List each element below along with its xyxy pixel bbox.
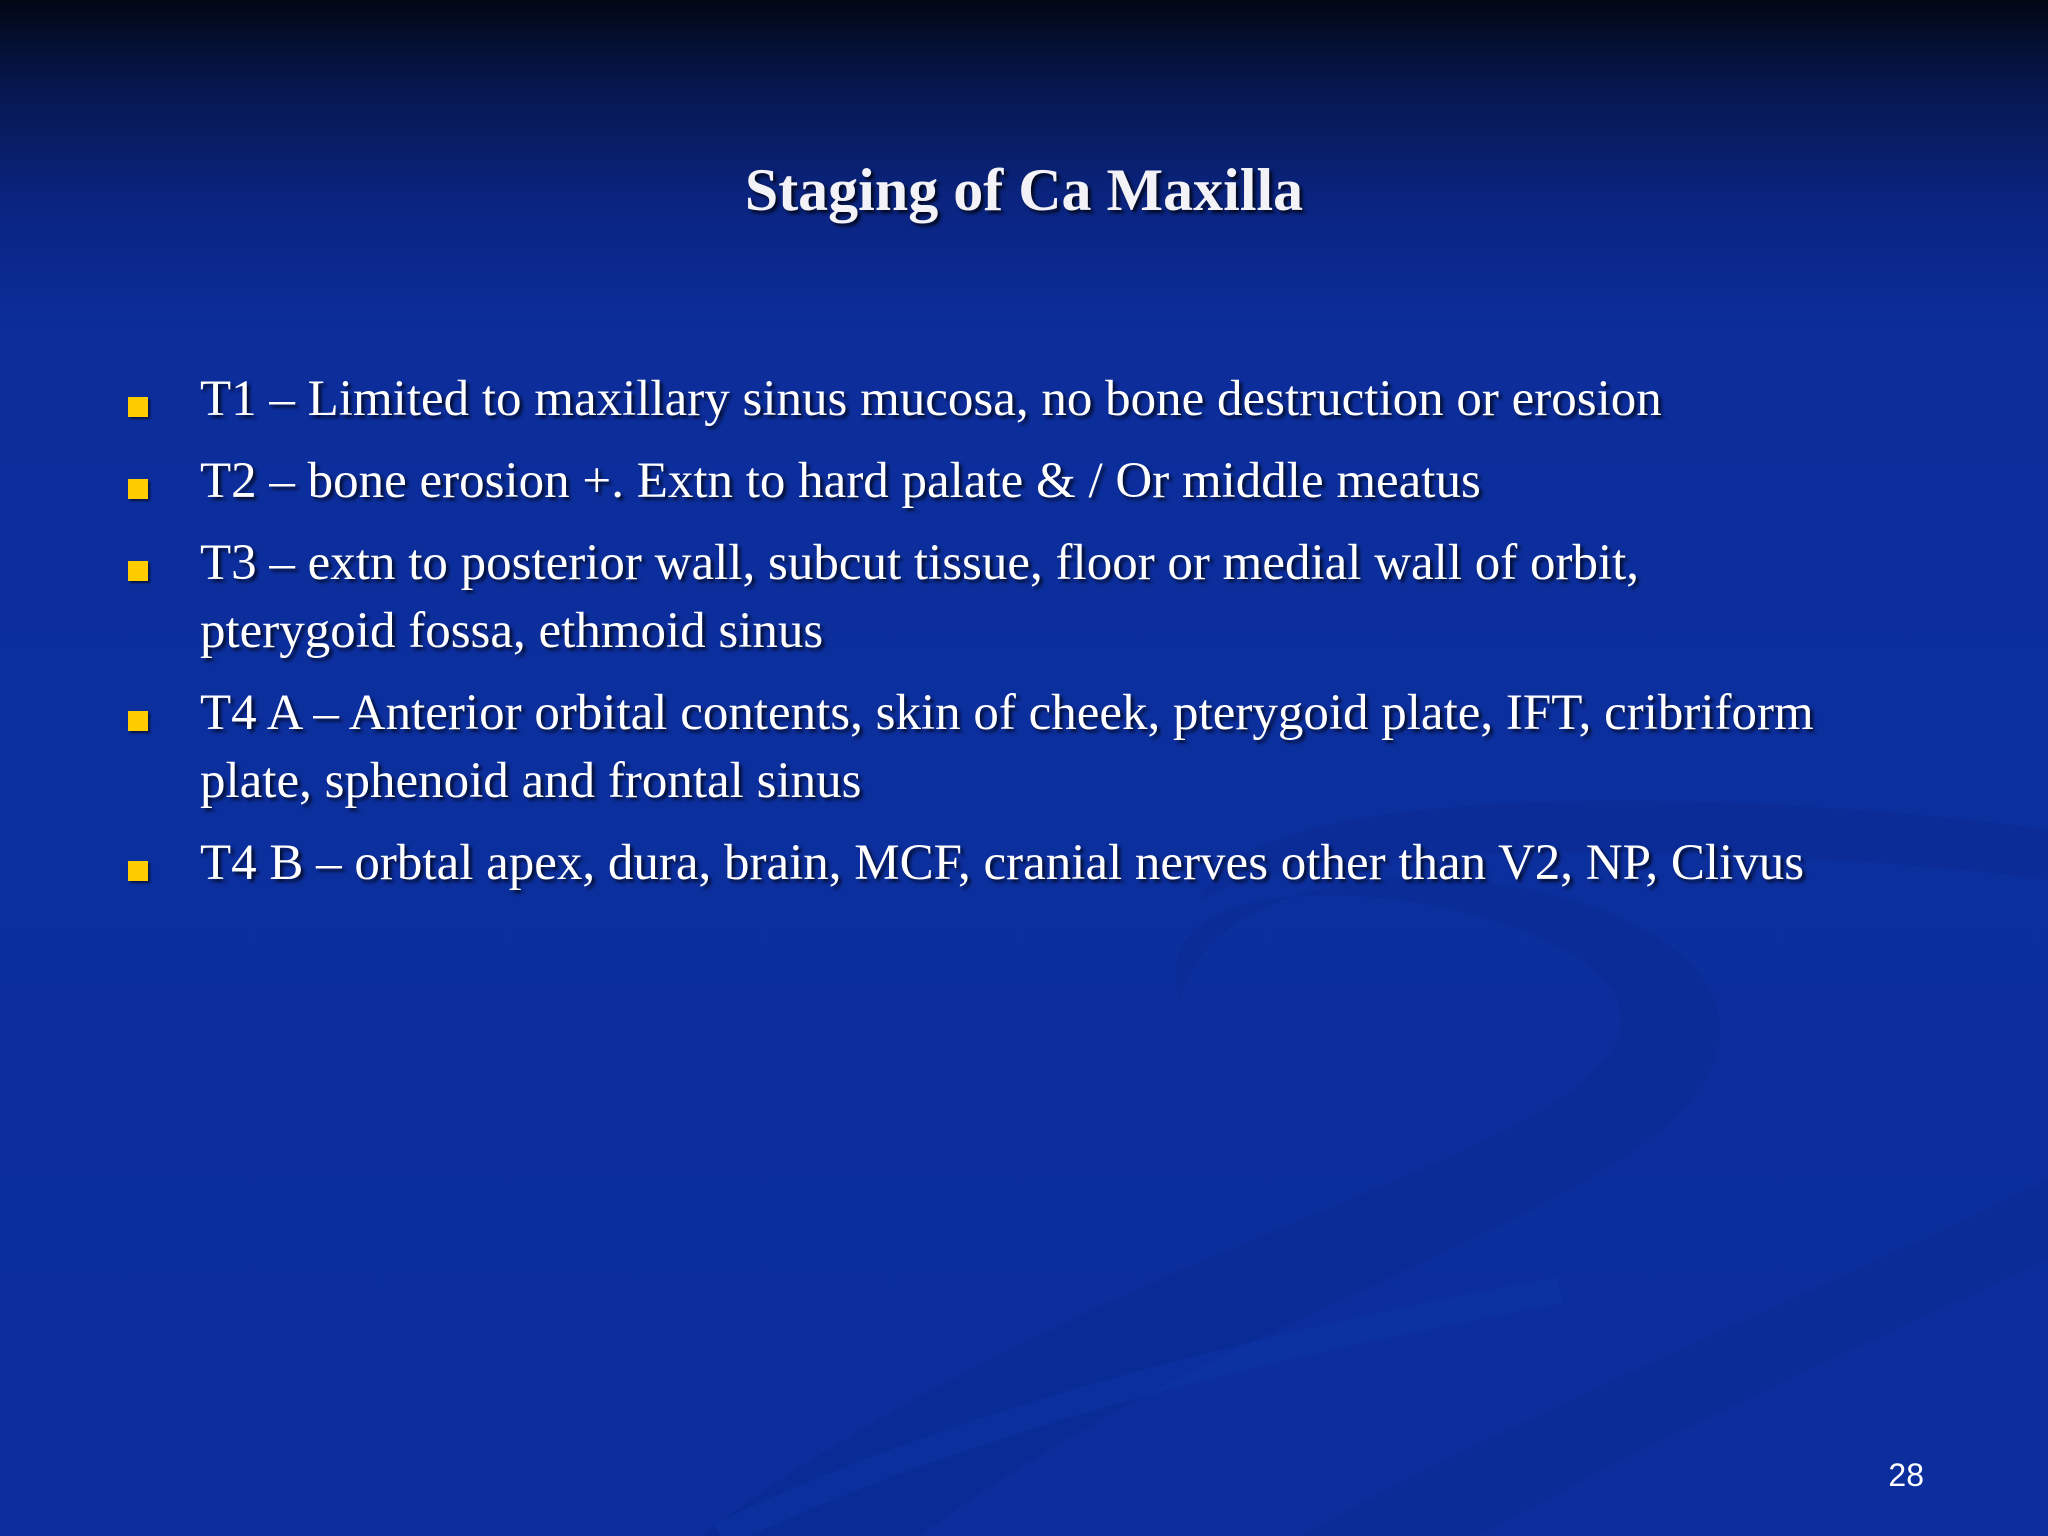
bullet-text: T2 – bone erosion +. Extn to hard palate & / Or middle meatus	[200, 453, 1481, 509]
bullet-item	[124, 365, 1824, 433]
bullet-text: T4 B – orbtal apex, dura, brain, MCF, cranial nerves other than V2, NP, Clivus	[200, 835, 1805, 891]
slide-title: Staging of Ca Maxilla	[744, 157, 1304, 223]
bullet-text: T4 A – Anterior orbital contents, skin of cheek, pterygoid plate, IFT, cribriform plate, sphenoid and frontal sinus	[200, 685, 1814, 809]
square-bullet-icon	[128, 479, 148, 499]
bullet-text: T1 – Limited to maxillary sinus mucosa, no bone destruction or erosion	[200, 371, 1662, 427]
bullet-list	[124, 365, 1824, 911]
square-bullet-icon	[128, 561, 148, 581]
square-bullet-icon	[128, 397, 148, 417]
bullet-item	[124, 829, 1824, 897]
bullet-item	[124, 447, 1824, 515]
bullet-text: T3 – extn to posterior wall, subcut tissue, floor or medial wall of orbit, pterygoid fossa, ethmoid sinus	[200, 535, 1640, 659]
page-number: 28	[1888, 1457, 1924, 1493]
square-bullet-icon	[128, 711, 148, 731]
bullet-item	[124, 679, 1824, 815]
square-bullet-icon	[128, 861, 148, 881]
bullet-item	[124, 529, 1824, 665]
